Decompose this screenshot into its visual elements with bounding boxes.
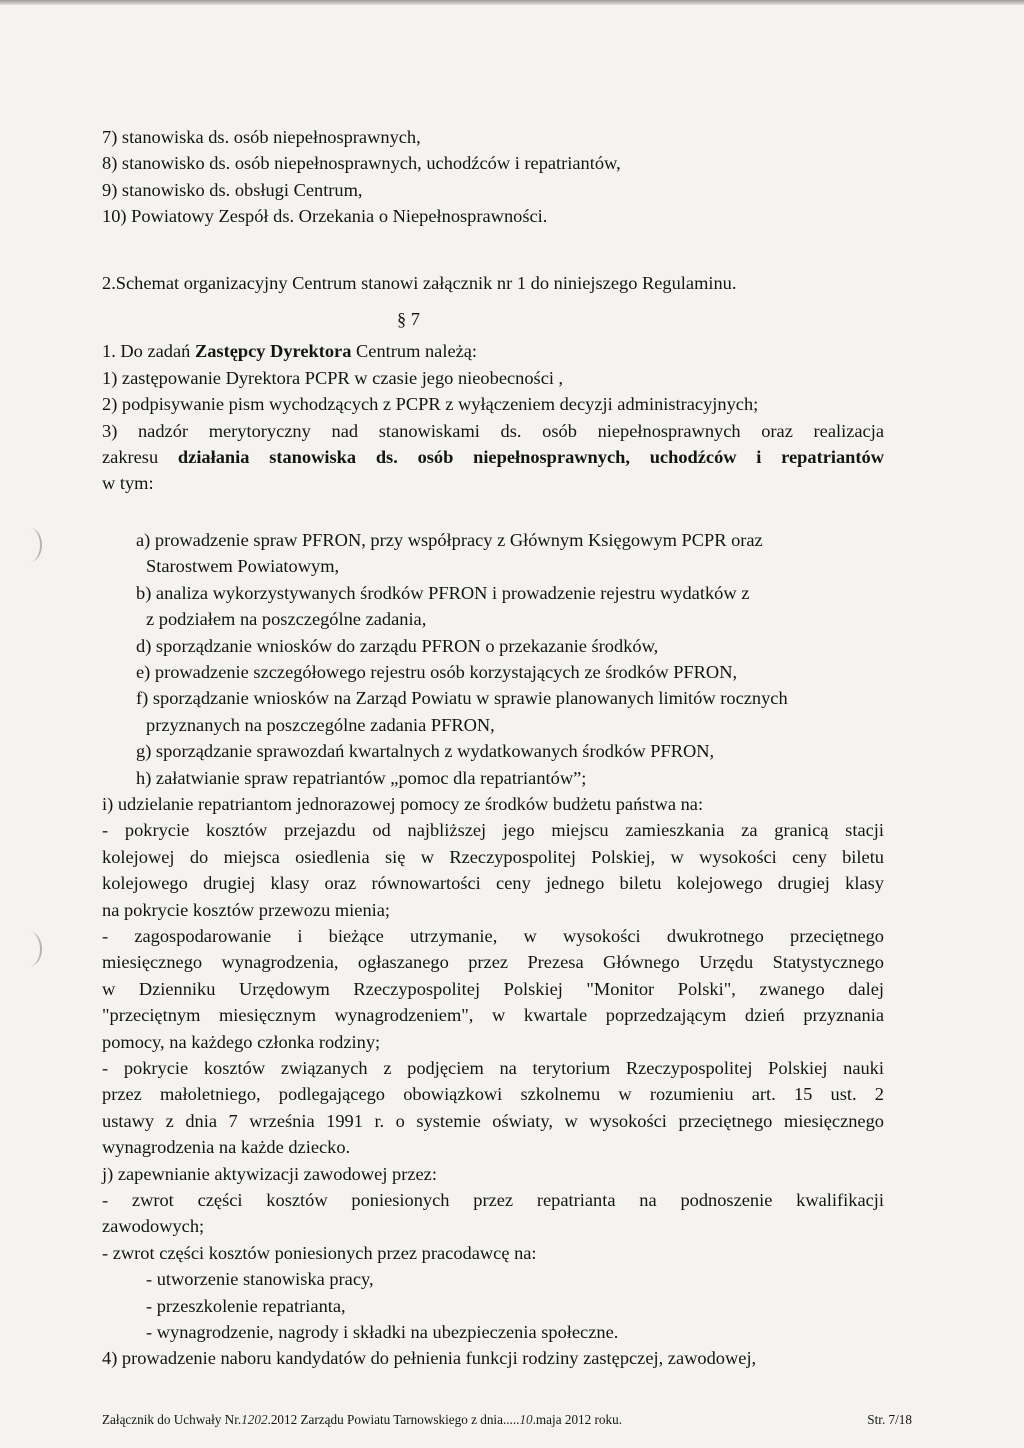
para-i-line: i) udzielanie repatriantom jednorazowej pomocy ze środków budżetu państwa na:: [102, 793, 704, 814]
list-item: 9) stanowisko ds. obsługi Centrum,: [102, 179, 363, 200]
para-i-line: ustawy z dnia 7 września 1991 r. o systemie oświaty, w wysokości przeciętnego miesięcznego: [102, 1110, 884, 1131]
subitem-list: [102, 527, 884, 791]
document-body: [102, 124, 884, 1372]
list-item: d) sporządzanie wniosków do zarządu PFRON o przekazanie środków,: [136, 635, 659, 656]
footer-reference: [102, 1412, 622, 1428]
para-j-line: j) zapewnianie aktywizacji zawodowej przez:: [102, 1163, 437, 1184]
paper-edge: [0, 0, 1024, 5]
para-j-line: - wynagrodzenie, nagrody i składki na ubezpieczenia społeczne.: [146, 1322, 619, 1343]
list-item: 8) stanowisko ds. osób niepełnosprawnych, uchodźców i repatriantów,: [102, 153, 621, 174]
para-i-line: na pokrycie kosztów przewozu mienia;: [102, 899, 391, 920]
item-1-bold: Zastępcy Dyrektora: [194, 341, 352, 362]
para-j-line: - przeszkolenie repatrianta,: [146, 1295, 346, 1316]
item-4: 4) prowadzenie naboru kandydatów do pełnienia funkcji rodziny zastępczej, zawodowej,: [102, 1348, 757, 1369]
para-i-line: przez małoletniego, podlegającego obowiązkowi szkolnemu w rozumieniu art. 15 ust. 2: [102, 1084, 884, 1105]
footer-right: .maja 2012 roku.: [532, 1412, 622, 1427]
list-item-continuation: Starostwem Powiatowym,: [146, 556, 340, 577]
page-footer: [102, 1412, 912, 1428]
para-i-line: wynagrodzenia na każde dziecko.: [102, 1137, 351, 1158]
list-item: f) sporządzanie wniosków na Zarząd Powiatu w sprawie planowanych limitów rocznych: [136, 688, 788, 709]
para-i-line: pomocy, na każdego członka rodziny;: [102, 1031, 381, 1052]
list-item: 10) Powiatowy Zespół ds. Orzekania o Niepełnosprawności.: [102, 206, 548, 227]
punch-hole-mark: [18, 932, 42, 966]
list-item: g) sporządzanie sprawozdań kwartalnych z wydatkowanych środków PFRON,: [136, 741, 715, 762]
schemat-paragraph: 2.Schemat organizacyjny Centrum stanowi załącznik nr 1 do niniejszego Regulaminu.: [102, 272, 737, 293]
list-item-continuation: z podziałem na poszczególne zadania,: [146, 609, 427, 630]
zakres-bold: działania stanowiska ds. osób niepełnosprawnych, uchodźców i repatriantów: [177, 447, 884, 468]
zakres-line: [102, 444, 884, 470]
page-number: Str. 7/18: [867, 1412, 912, 1427]
para-i-line: - pokrycie kosztów przejazdu od najbliższej jego miejscu zamieszkania za granicą stacji: [102, 820, 884, 841]
punch-hole-mark: [18, 528, 42, 562]
zakres-prefix: zakresu: [102, 447, 178, 468]
list-item: a) prowadzenie spraw PFRON, przy współpracy z Głównym Księgowym PCPR oraz: [136, 529, 763, 550]
para-i-line: w Dzienniku Urzędowym Rzeczypospolitej Polskiej "Monitor Polski", zwanego dalej: [102, 978, 884, 999]
list-item: h) załatwianie spraw repatriantów „pomoc dla repatriantów”;: [136, 767, 587, 788]
section-heading: § 7: [397, 309, 420, 330]
list-item: b) analiza wykorzystywanych środków PFRON i prowadzenie rejestru wydatków z: [136, 582, 750, 603]
para-i-line: - zagospodarowanie i bieżące utrzymanie, w wysokości dwukrotnego przeciętnego: [102, 925, 884, 946]
para-j-line: - utworzenie stanowiska pracy,: [146, 1269, 374, 1290]
item-1-heading: [102, 338, 884, 364]
para-i-line: - pokrycie kosztów związanych z podjęciem na terytorium Rzeczypospolitej Polskiej nauki: [102, 1058, 884, 1078]
list-item: e) prowadzenie szczegółowego rejestru osób korzystających ze środków PFRON,: [136, 661, 738, 682]
para-i-line: kolejowej do miejsca osiedlenia się w Rzeczypospolitej Polskiej, w wysokości ceny biletu: [102, 846, 884, 867]
duty-item: 3) nadzór merytoryczny nad stanowiskami ds. osób niepełnosprawnych oraz realizacja: [102, 420, 884, 441]
para-j-line: zawodowych;: [102, 1216, 205, 1237]
item-1-suffix: Centrum należą:: [351, 341, 478, 362]
handwritten-day: 10: [519, 1412, 533, 1427]
para-i-line: miesięcznego wynagrodzenia, ogłaszanego przez Prezesa Głównego Urzędu Statystycznego: [102, 952, 884, 973]
duty-item: 2) podpisywanie pism wychodzących z PCPR z wyłączeniem decyzji administracyjnych;: [102, 394, 759, 415]
para-j-line: - zwrot części kosztów poniesionych przez pracodawcę na:: [102, 1242, 537, 1263]
footer-middle: .2012 Zarządu Powiatu Tarnowskiego z dnia.....: [267, 1412, 520, 1427]
item-1-prefix: 1. Do zadań: [102, 341, 195, 362]
para-i-line: "przeciętnym miesięcznym wynagrodzeniem", w kwartale poprzedzającym dzień przyznania: [102, 1005, 884, 1026]
duty-item: 1) zastępowanie Dyrektora PCPR w czasie jego nieobecności ,: [102, 367, 564, 388]
para-i-line: kolejowego drugiej klasy oraz równowartości ceny jednego biletu kolejowego drugiej klasy: [102, 873, 884, 894]
list-item: 7) stanowiska ds. osób niepełnosprawnych,: [102, 127, 421, 147]
para-j-line: - zwrot części kosztów poniesionych przez repatrianta na podnoszenie kwalifikacji: [102, 1190, 884, 1211]
handwritten-number: 1202: [241, 1412, 268, 1427]
zakres-wtym: w tym:: [102, 473, 154, 494]
footer-left: Załącznik do Uchwały Nr.: [102, 1412, 242, 1427]
list-item-continuation: przyznanych na poszczególne zadania PFRON,: [146, 714, 495, 735]
